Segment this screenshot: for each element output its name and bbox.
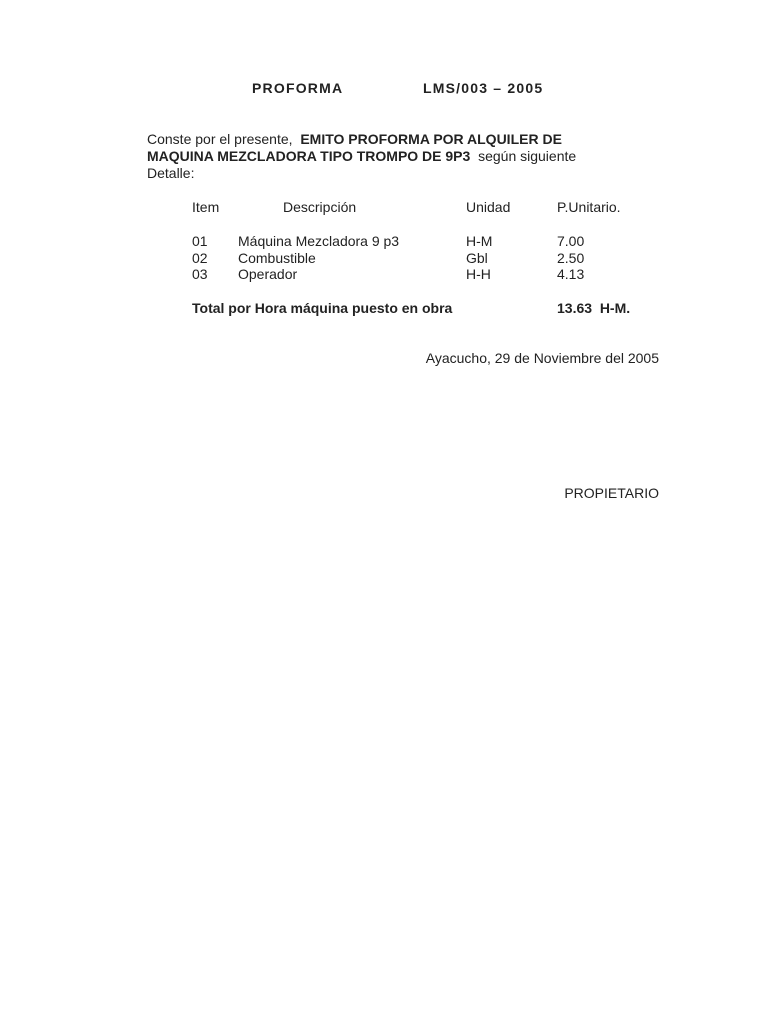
- row-descripcion: Operador: [238, 266, 298, 282]
- total-value: 13.63 H-M.: [557, 300, 631, 316]
- row-descripcion: Máquina Mezcladora 9 p3: [238, 233, 400, 249]
- row-punitario: 4.13: [557, 266, 585, 282]
- place-date: Ayacucho, 29 de Noviembre del 2005: [425, 350, 659, 366]
- row-unidad: H-H: [466, 266, 491, 282]
- row-unidad: H-M: [466, 233, 493, 249]
- header-item: Item: [192, 199, 220, 215]
- header-unidad: Unidad: [466, 199, 511, 215]
- row-item: 03: [192, 266, 208, 282]
- signature-label: PROPIETARIO: [564, 485, 659, 501]
- row-punitario: 7.00: [557, 233, 585, 249]
- document-code: LMS/003 – 2005: [423, 80, 544, 96]
- header-punitario: P.Unitario.: [557, 199, 621, 215]
- intro-paragraph: [147, 131, 627, 182]
- row-descripcion: Combustible: [238, 250, 316, 266]
- row-item: 01: [192, 233, 208, 249]
- row-item: 02: [192, 250, 208, 266]
- intro-lead: Conste por el presente,: [147, 131, 293, 147]
- row-unidad: Gbl: [466, 250, 488, 266]
- intro-tail: según siguiente Detalle:: [147, 148, 577, 181]
- total-label: Total por Hora máquina puesto en obra: [192, 300, 453, 316]
- header-descripcion: Descripción: [283, 199, 357, 215]
- row-punitario: 2.50: [557, 250, 585, 266]
- intro-bold: EMITO PROFORMA POR ALQUILER DE MAQUINA MEZCLADORA TIPO TROMPO DE 9P3: [147, 131, 562, 164]
- document-title: PROFORMA: [252, 80, 344, 96]
